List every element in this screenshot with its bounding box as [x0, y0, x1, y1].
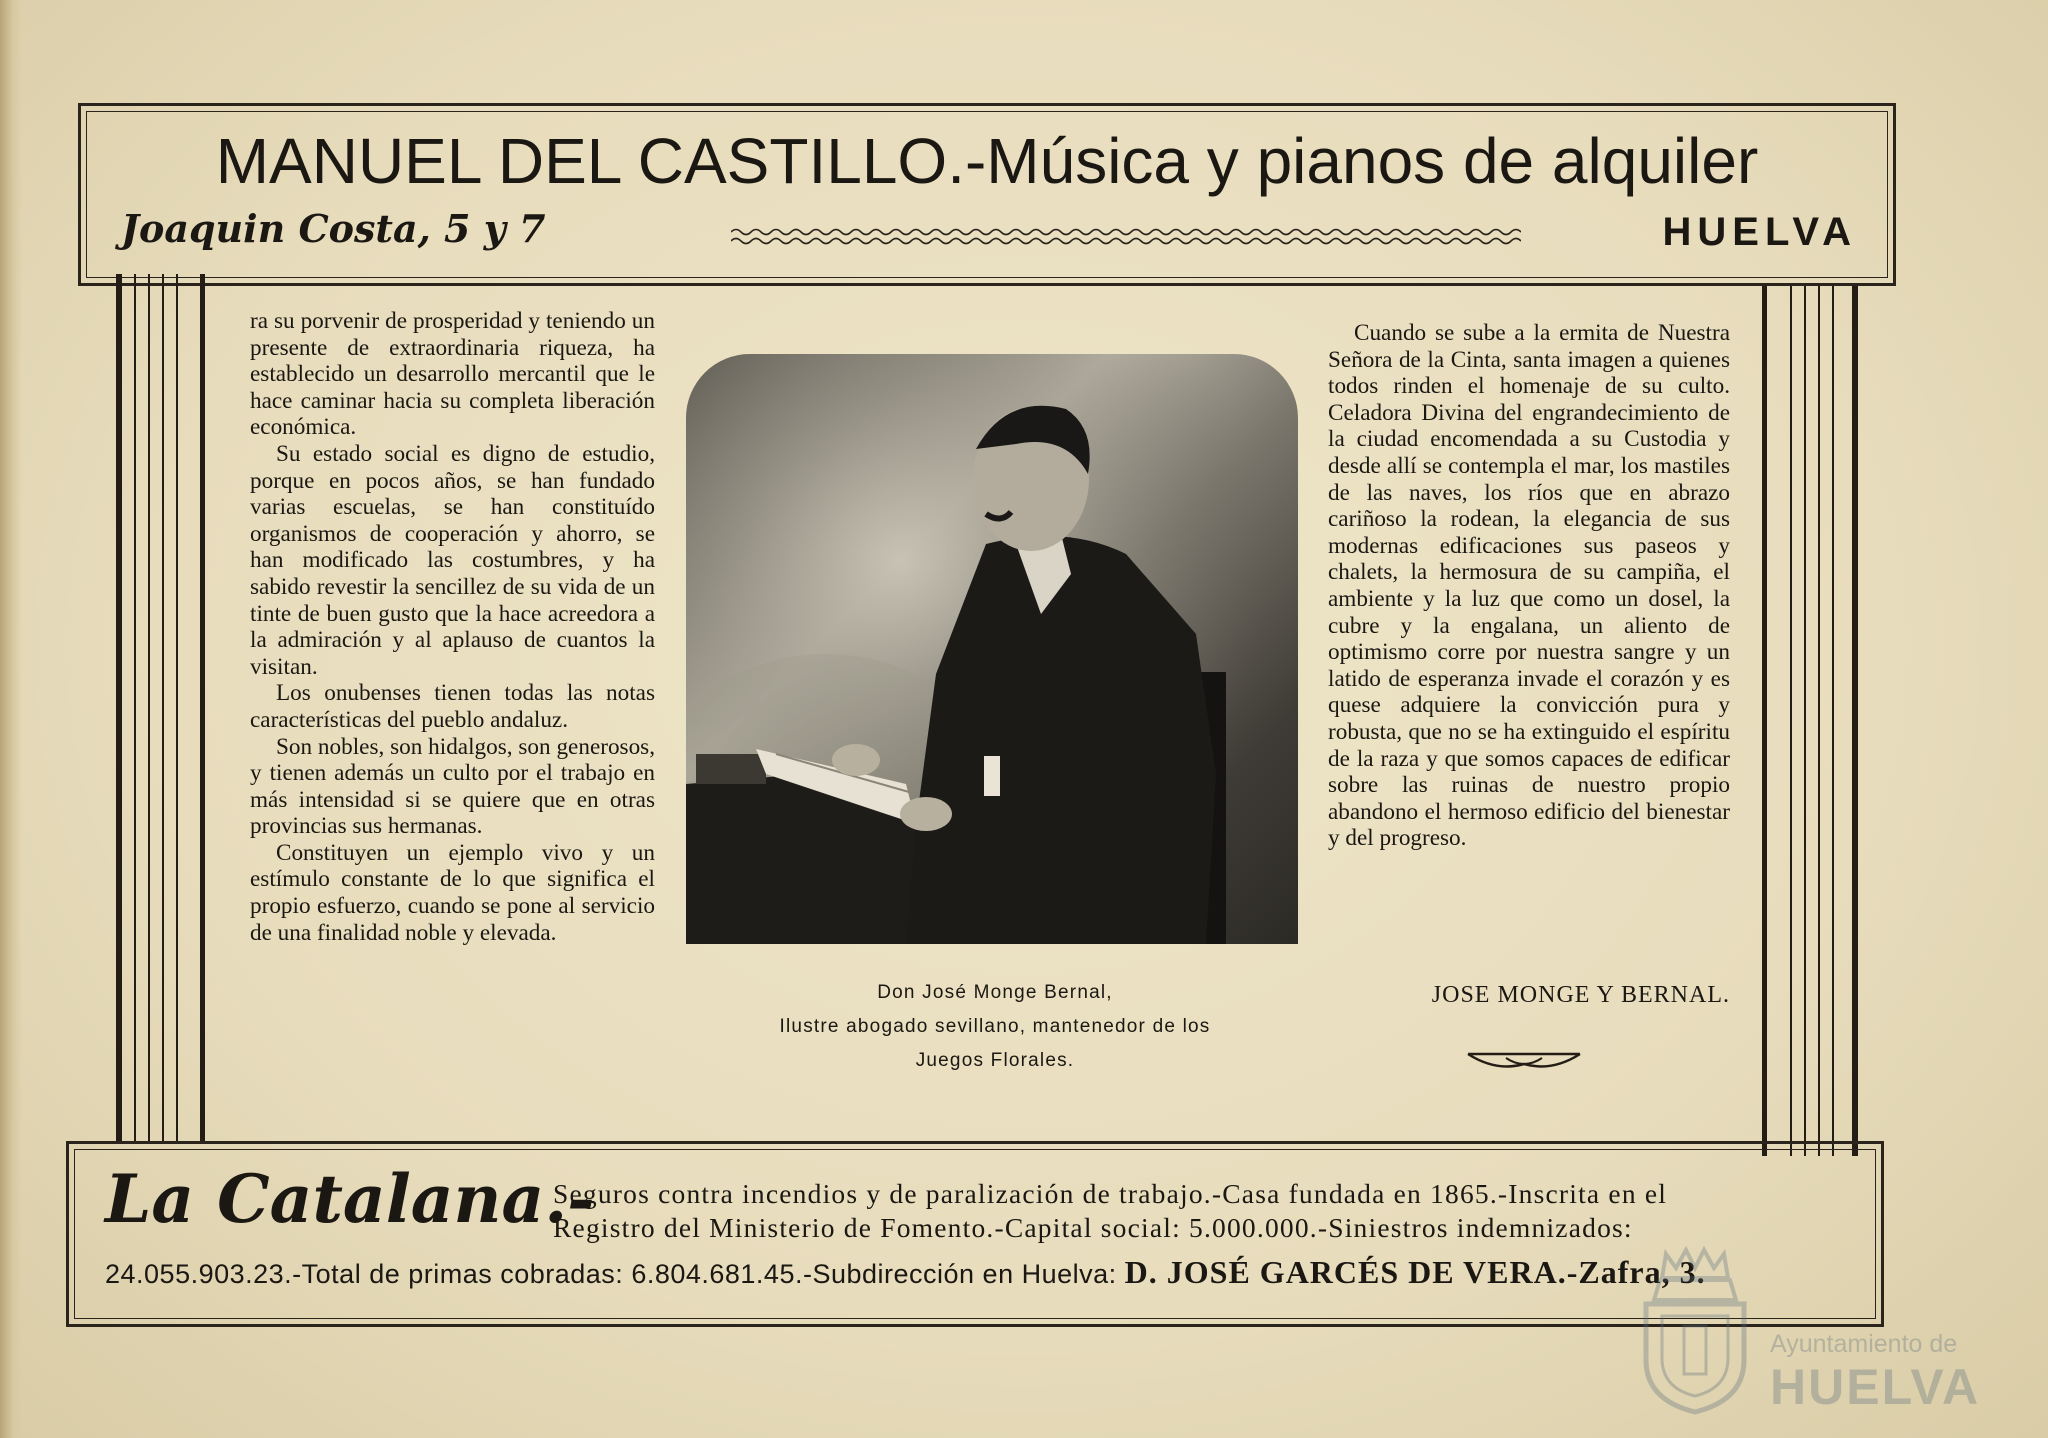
left-rule-thin [134, 274, 136, 1142]
article-right-column [1328, 320, 1730, 852]
watermark-line: HUELVA [1770, 1359, 1981, 1415]
photo-caption-line: Don José Monge Bernal, [877, 982, 1113, 1003]
city-coat-of-arms-icon [1636, 1240, 1754, 1416]
right-rule-thin [1818, 286, 1820, 1156]
header-advertisement [78, 103, 1896, 286]
photo-caption-line: Juegos Florales. [915, 1050, 1075, 1071]
article-paragraph: Los onubenses tienen todas las notas características del pueblo andaluz. [250, 680, 655, 733]
archive-watermark [1636, 1240, 1981, 1420]
man-reading-photo-icon [686, 354, 1298, 944]
right-rule-thick [1762, 286, 1767, 1156]
left-rule-thick [200, 274, 205, 1142]
article-paragraph: Constituyen un ejemplo vivo y un estímulo constante de lo que significa el propio esfuerzo, cuando se pone al servicio de una finalidad noble y elevada. [250, 839, 655, 946]
article-paragraph: Cuando se sube a la ermita de Nuestra Señora de la Cinta, santa imagen a quienes todos rinden el homenaje de su culto. Celadora Divina del engrandecimiento de la ciudad encomendada a su Custodia y desde allí se contempla el mar, los mastiles de las naves, los ríos que en abrazo cariñoso la rodean, la elegancia de sus modernas edificaciones sus paseos y chalets, la hermosura de su campiña, el ambiente y la luz que como un dosel, la cubre y la engalana, un aliento de optimismo corre por nuestra sangre y un latido de esperanza invade el corazón y es quese adquiere la convicción pura y robusta, que no se ha extinguido el espíritu de la raza y que somos capaces de edificar sobre las ruinas de nuestro propio abandono el hermoso edificio del bienestar y del progreso. [1328, 320, 1730, 852]
left-rule-thin [162, 274, 164, 1142]
insurance-brand-name: La Catalana.- [105, 1160, 595, 1238]
portrait-photo [686, 354, 1298, 944]
article-paragraph: Son nobles, son hidalgos, son generosos, y tienen además un culto por el trabajo en más intensidad si se quiere que en otras provincias sus hermanas. [250, 733, 655, 840]
left-rule-thick [116, 274, 122, 1142]
right-rule-thin [1790, 286, 1792, 1156]
article-signature: JOSE MONGE Y BERNAL. [1431, 982, 1730, 1008]
end-flourish-icon [1466, 1050, 1582, 1074]
bottom-ad-agent: D. JOSÉ GARCÉS DE VERA.-Zafra, 3. [1124, 1254, 1706, 1290]
article-paragraph: ra su porvenir de prosperidad y teniendo un presente de extraordinaria riqueza, ha establecido un desarrollo mercantil que le hace caminar hacia su completa liberación económica. [250, 308, 655, 441]
bottom-advertisement [66, 1141, 1884, 1327]
article-paragraph: Su estado social es digno de estudio, porque en pocos años, se han fundado varias escuelas, se han constituído organismos de cooperación y ahorro, se han modificado las costumbres, y ha sabido revestir la sencillez de su vida de un tinte de buen gusto que la hace acreedora a la admiración y al aplauso de cuantos la visitan. [250, 440, 655, 680]
header-ad-city: HUELVA [1662, 210, 1857, 254]
left-rule-thin [148, 274, 150, 1142]
page-binding-edge [0, 0, 22, 1438]
bottom-ad-line: Seguros contra incendios y de paralización de trabajo.-Casa fundada en 1865.-Inscrita en el [553, 1178, 1668, 1209]
bottom-ad-details: 24.055.903.23.-Total de primas cobradas: 6.804.681.45.-Subdirección en Huelva: [105, 1259, 1117, 1289]
photo-caption [690, 976, 1300, 1078]
watermark-line: Ayuntamiento de [1770, 1330, 1958, 1358]
header-ad-title: MANUEL DEL CASTILLO.-Música y pianos de alquiler [215, 125, 1759, 197]
right-rule-thick [1852, 286, 1858, 1156]
right-rule-thin [1804, 286, 1806, 1156]
bottom-ad-line: Registro del Ministerio de Fomento.-Capital social: 5.000.000.-Siniestros indemnizados: [553, 1212, 1633, 1243]
article-left-column [250, 308, 655, 946]
wavy-ornament-icon [731, 224, 1521, 250]
right-rule-thin [1832, 286, 1834, 1156]
left-rule-thin [176, 274, 178, 1142]
bottom-ad-line [105, 1254, 1825, 1291]
header-ad-address: Joaquin Costa, 5 y 7 [121, 206, 546, 251]
photo-caption-line: Ilustre abogado sevillano, mantenedor de los [779, 1016, 1211, 1037]
